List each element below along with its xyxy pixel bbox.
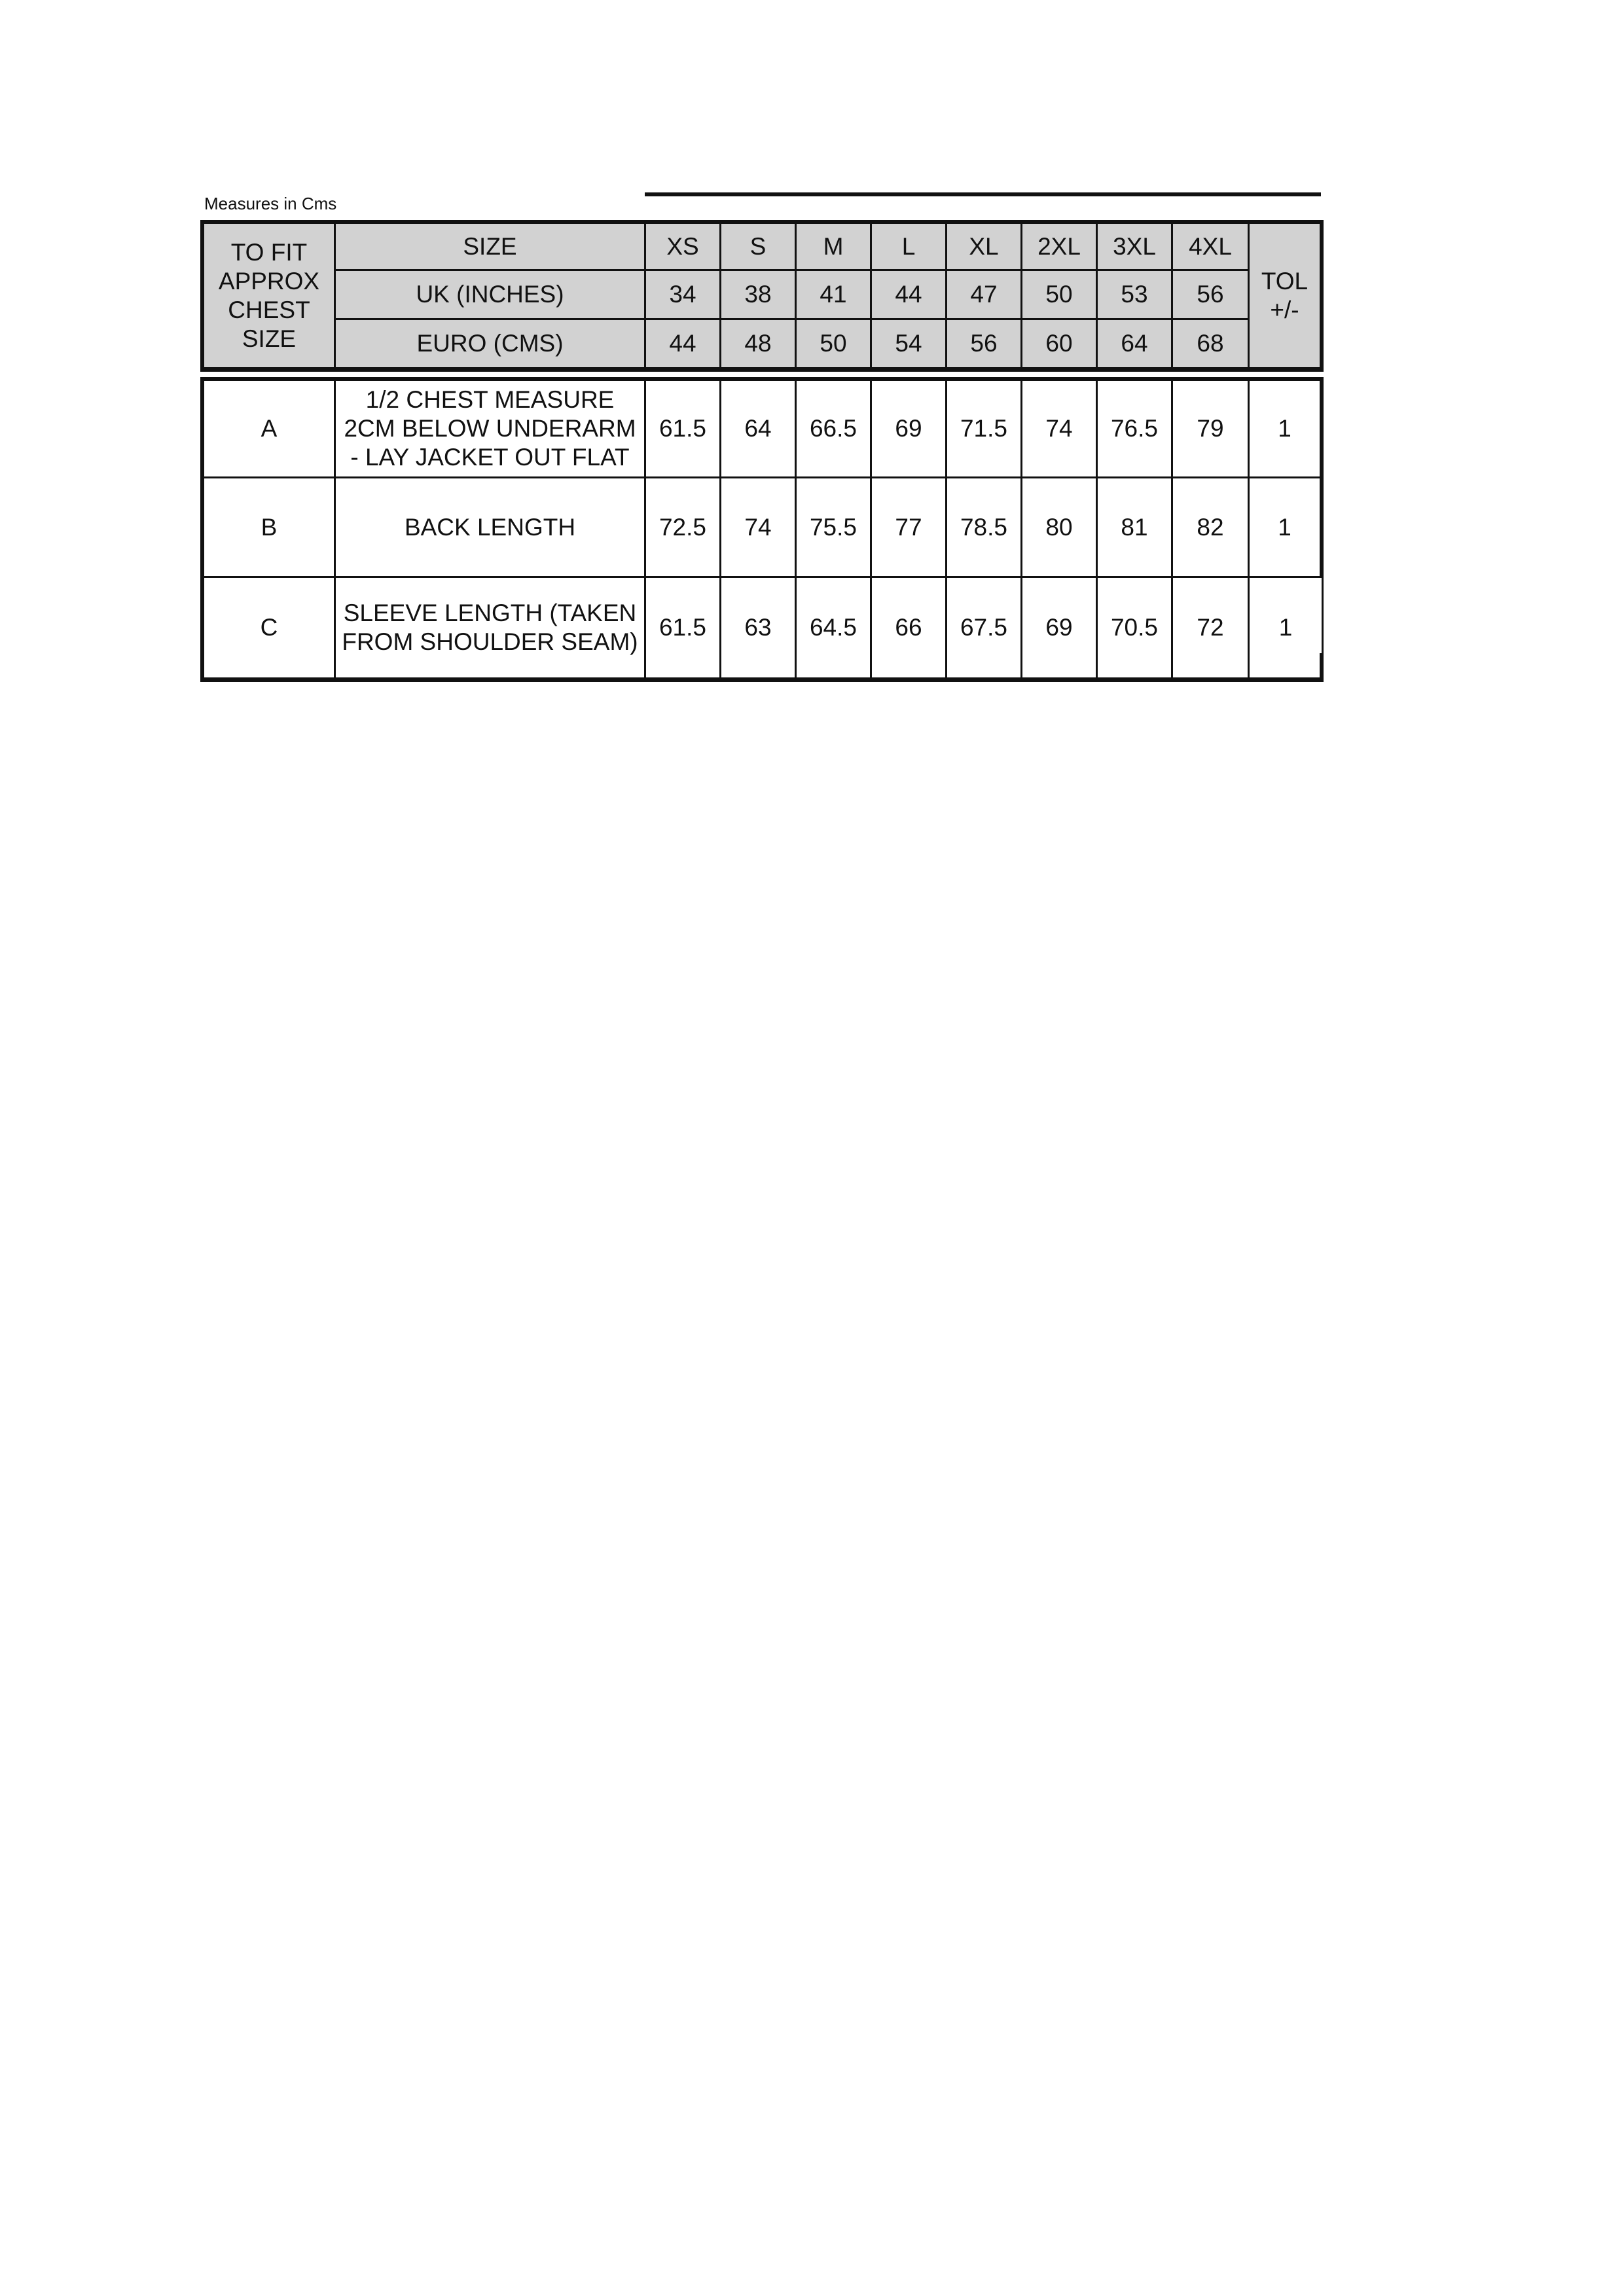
measurement-value-cell (644, 377, 721, 478)
measurement-value: 66 (895, 614, 922, 641)
measurement-code: B (261, 513, 278, 541)
measurement-value: 74 (744, 513, 772, 541)
measurement-value-cell (870, 377, 947, 478)
measurement-description-cell (334, 576, 646, 682)
size-label-cell (334, 220, 646, 271)
measurement-value-cell (1171, 476, 1250, 578)
euro-cell (1096, 318, 1173, 372)
uk-value: 53 (1121, 281, 1148, 308)
measurement-value: 81 (1121, 513, 1148, 541)
measurement-value: 70.5 (1110, 614, 1158, 641)
tolerance-value: 1 (1278, 513, 1291, 541)
tolerance-cell (1248, 476, 1324, 578)
uk-value: 38 (744, 281, 772, 308)
euro-cell (945, 318, 1022, 372)
size-cell (945, 220, 1022, 271)
tolerance-value: 1 (1278, 614, 1293, 641)
measurement-value-cell (795, 476, 872, 578)
size-cell (719, 220, 797, 271)
uk-value: 50 (1045, 281, 1073, 308)
tolerance-value: 1 (1278, 415, 1291, 442)
uk-cell (870, 269, 947, 320)
measurement-value: 74 (1045, 415, 1073, 442)
size-row-label: SIZE (463, 232, 517, 260)
measurement-value-cell (644, 576, 721, 682)
uk-row-label: UK (INCHES) (416, 281, 564, 308)
section-gap (200, 372, 1324, 377)
measurement-value-cell (1171, 576, 1250, 682)
uk-cell (1171, 269, 1250, 320)
size-value: XL (969, 232, 999, 260)
tolerance-cell (1248, 576, 1324, 682)
size-value: 3XL (1113, 232, 1156, 260)
euro-cell (870, 318, 947, 372)
measurement-value: 61.5 (659, 614, 706, 641)
size-value: S (749, 232, 767, 260)
euro-value: 50 (820, 330, 847, 357)
measurement-description: BACK LENGTH (404, 513, 576, 541)
size-value: XS (666, 232, 699, 260)
fit-label-cell (200, 220, 336, 372)
tol-label: TOL +/- (1261, 267, 1308, 323)
measurement-value-cell (719, 476, 797, 578)
uk-cell (945, 269, 1022, 320)
measurement-code: C (260, 614, 278, 641)
euro-cell (1020, 318, 1098, 372)
euro-cell (719, 318, 797, 372)
size-chart-table (200, 220, 1324, 682)
measurement-value: 78.5 (960, 513, 1007, 541)
tolerance-cell (1248, 377, 1324, 478)
euro-cell (1171, 318, 1250, 372)
uk-value: 47 (970, 281, 998, 308)
measurement-description: SLEEVE LENGTH (TAKEN FROM SHOULDER SEAM) (342, 600, 638, 655)
measurement-value-cell (1096, 377, 1173, 478)
measurement-value: 80 (1045, 513, 1073, 541)
size-value: M (823, 232, 844, 260)
measurement-description-cell (334, 377, 646, 478)
measurement-value: 79 (1197, 415, 1224, 442)
measurement-value-cell (870, 476, 947, 578)
measurement-value-cell (719, 576, 797, 682)
measurement-value-cell (870, 576, 947, 682)
measures-caption: Measures in Cms (204, 194, 337, 213)
measurement-value: 67.5 (960, 614, 1007, 641)
uk-cell (1096, 269, 1173, 320)
measurement-value-cell (795, 576, 872, 682)
measurement-value: 63 (744, 614, 772, 641)
measurement-code-cell (200, 476, 336, 578)
measurement-value: 72.5 (659, 513, 706, 541)
size-value: L (901, 232, 916, 260)
measurement-value: 69 (895, 415, 922, 442)
measurement-value-cell (1020, 476, 1098, 578)
uk-cell (795, 269, 872, 320)
uk-value: 44 (895, 281, 922, 308)
size-cell (1020, 220, 1098, 271)
measurement-value: 64 (744, 415, 772, 442)
measurement-value: 64.5 (809, 614, 857, 641)
measurement-value-cell (945, 576, 1022, 682)
euro-value: 54 (895, 330, 922, 357)
uk-value: 41 (820, 281, 847, 308)
euro-row-label: EURO (CMS) (416, 330, 564, 357)
euro-value: 60 (1045, 330, 1073, 357)
size-value: 4XL (1189, 232, 1232, 260)
euro-label-cell (334, 318, 646, 372)
measurement-value: 77 (895, 513, 922, 541)
measurement-value-cell (1020, 576, 1098, 682)
measurement-value-cell (1096, 476, 1173, 578)
measurement-code-cell (200, 377, 336, 478)
euro-cell (644, 318, 721, 372)
size-cell (644, 220, 721, 271)
uk-cell (719, 269, 797, 320)
table-corner-mark (1320, 653, 1324, 682)
euro-value: 64 (1121, 330, 1148, 357)
measurement-value: 71.5 (960, 415, 1007, 442)
measurement-value-cell (1020, 377, 1098, 478)
euro-value: 48 (744, 330, 772, 357)
measurement-value: 61.5 (659, 415, 706, 442)
measurement-value: 76.5 (1110, 415, 1158, 442)
tol-label-cell (1248, 220, 1324, 372)
measurement-value: 66.5 (809, 415, 857, 442)
euro-cell (795, 318, 872, 372)
measurement-value: 72 (1197, 614, 1224, 641)
uk-label-cell (334, 269, 646, 320)
size-cell (795, 220, 872, 271)
uk-value: 56 (1197, 281, 1224, 308)
measurement-value: 69 (1045, 614, 1073, 641)
measurement-description-cell (334, 476, 646, 578)
measurement-code: A (261, 415, 278, 442)
size-value: 2XL (1038, 232, 1081, 260)
measurement-value-cell (644, 476, 721, 578)
uk-value: 34 (669, 281, 696, 308)
measurement-code-cell (200, 576, 336, 682)
uk-cell (644, 269, 721, 320)
measurement-value: 82 (1197, 513, 1224, 541)
measurement-description: 1/2 CHEST MEASURE 2CM BELOW UNDERARM - LAY JACKET OUT FLAT (344, 386, 636, 471)
euro-value: 56 (970, 330, 998, 357)
size-cell (1171, 220, 1250, 271)
top-rule-line (645, 192, 1321, 196)
size-cell (1096, 220, 1173, 271)
uk-cell (1020, 269, 1098, 320)
measurement-value-cell (1171, 377, 1250, 478)
measurement-value: 75.5 (809, 513, 857, 541)
measurement-value-cell (945, 476, 1022, 578)
euro-value: 68 (1197, 330, 1224, 357)
fit-label: TO FIT APPROX CHEST SIZE (218, 238, 320, 352)
measurement-value-cell (1096, 576, 1173, 682)
size-cell (870, 220, 947, 271)
measurement-value-cell (795, 377, 872, 478)
euro-value: 44 (669, 330, 696, 357)
measurement-value-cell (945, 377, 1022, 478)
measurement-value-cell (719, 377, 797, 478)
